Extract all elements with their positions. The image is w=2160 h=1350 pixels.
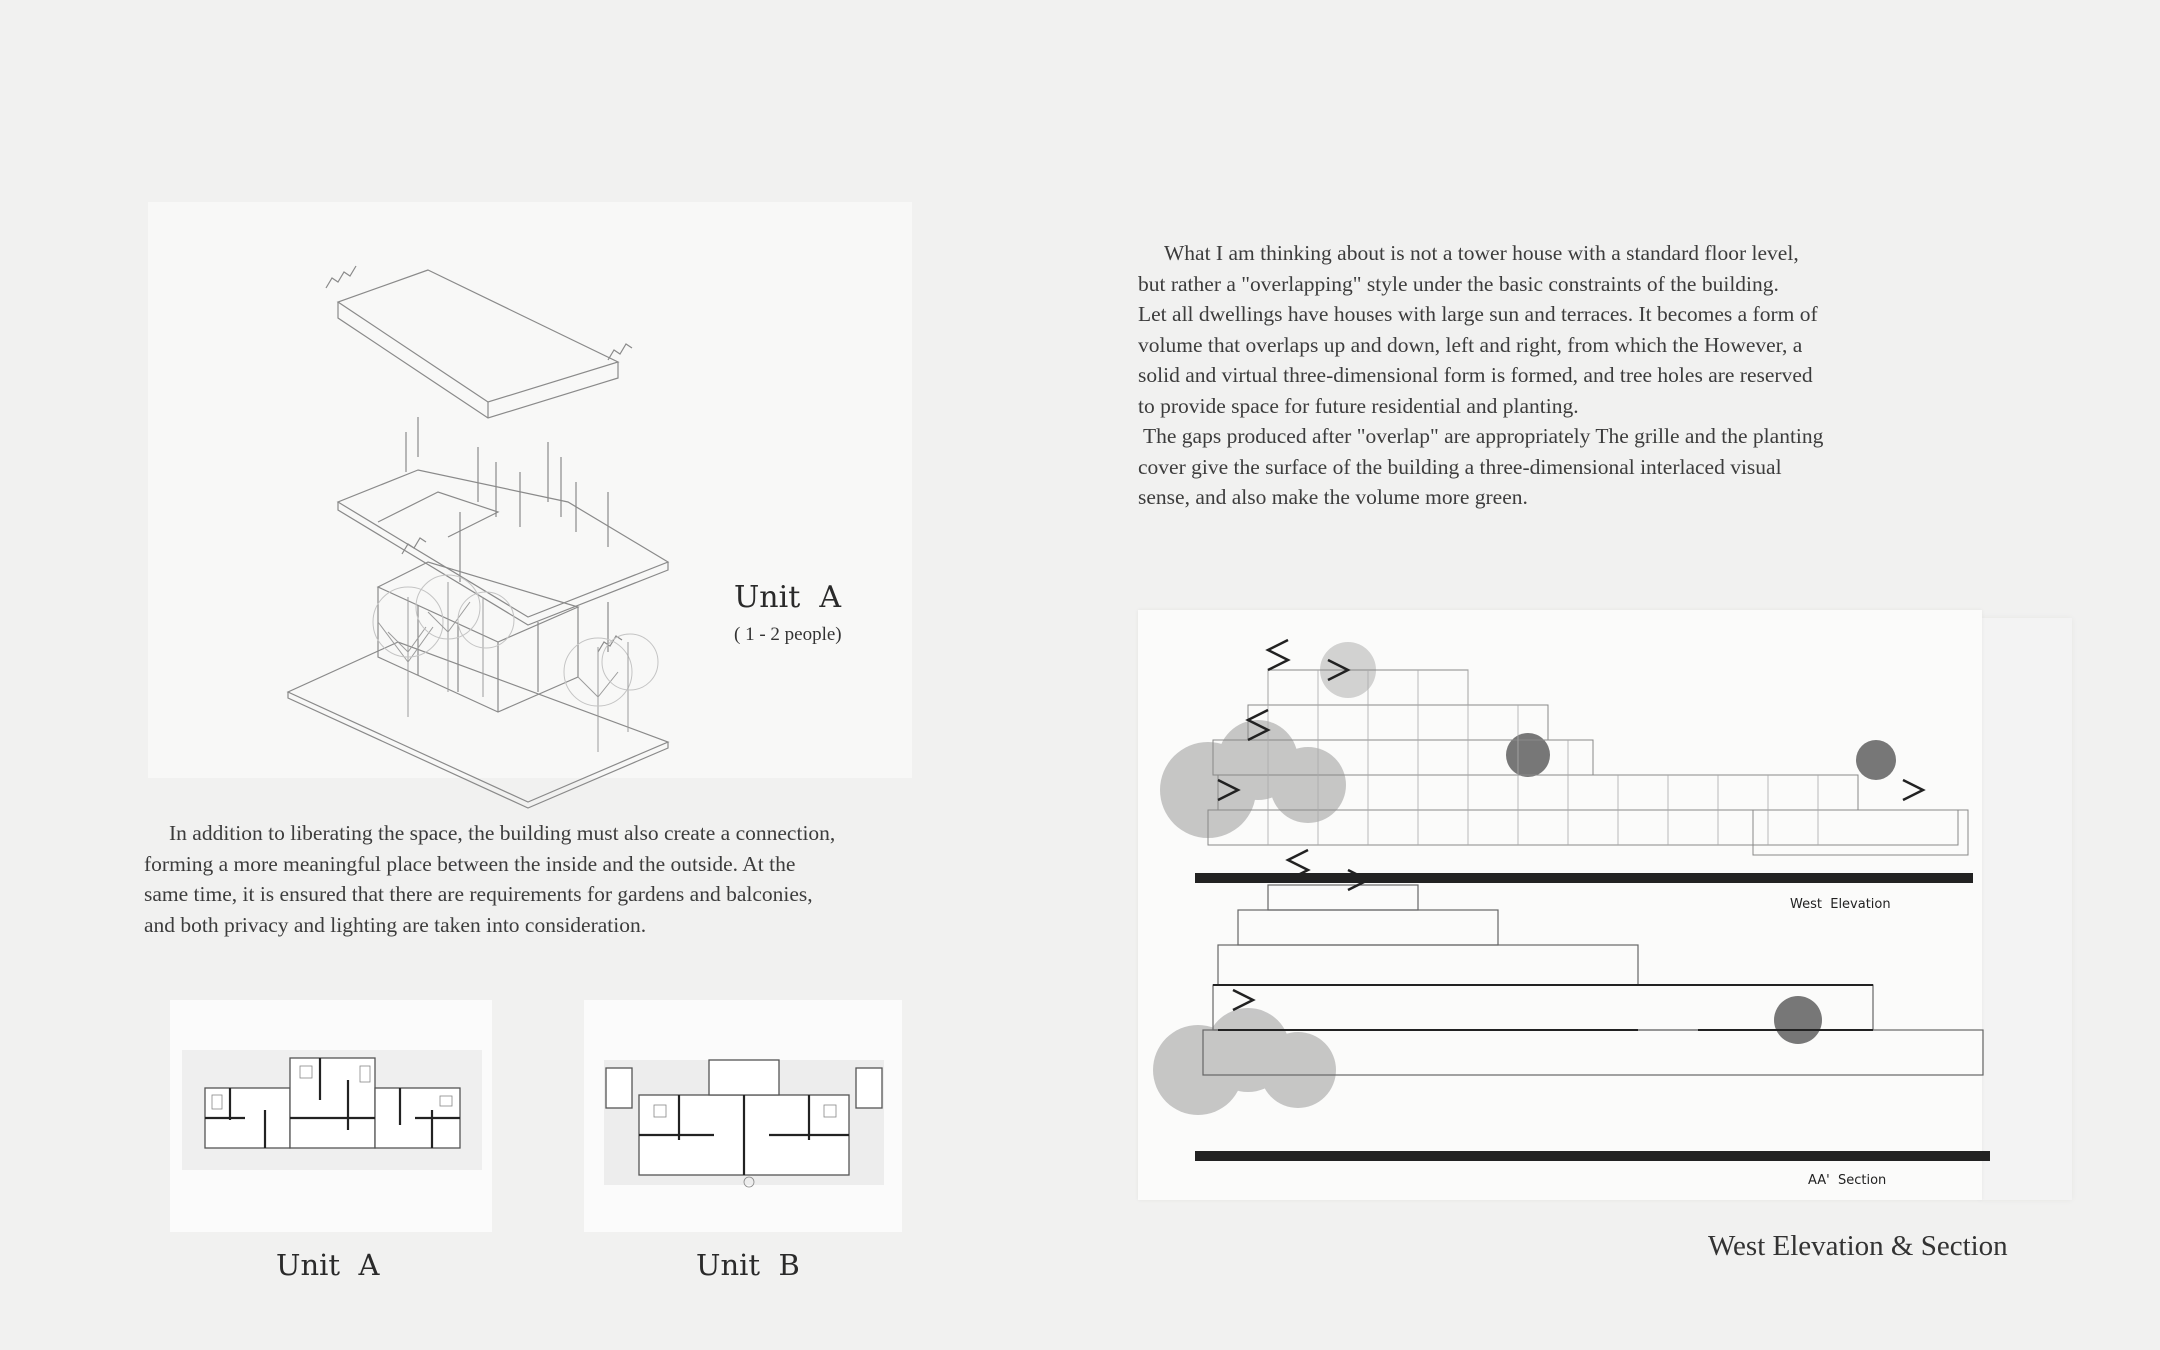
axonometric-title: Unit A: [734, 580, 841, 615]
unit-a-plan: [170, 1000, 492, 1232]
axonometric-panel: [148, 202, 912, 778]
west-elevation-label: West Elevation: [1790, 897, 1891, 912]
connection-line: In addition to liberating the space, the building must also create a connection,: [169, 821, 836, 845]
intro-line: cover give the surface of the building a three-dimensional interlaced visual: [1138, 454, 1782, 479]
intro-line: What I am thinking about is not a tower house with a standard floor level,: [1164, 241, 1799, 265]
intro-line: solid and virtual three-dimensional form is formed, and tree holes are reserved: [1138, 363, 1813, 387]
section-label: AA' Section: [1808, 1173, 1887, 1188]
unit-a-plan-label: Unit A: [276, 1248, 380, 1282]
west-elevation-drawing: [1138, 610, 2072, 1200]
unit-b-plan-label: Unit B: [696, 1248, 800, 1282]
intro-line: The gaps produced after "overlap" are appropriately The grille and the planting: [1138, 424, 1824, 448]
connection-line: same time, it is ensured that there are requirements for gardens and balconies,: [144, 882, 813, 906]
unit-a-exploded-axonometric: [148, 202, 912, 778]
intro-line: Let all dwellings have houses with large sun and terraces. It becomes a form of: [1138, 302, 1818, 326]
unit-a-plan-drawing: [170, 1000, 492, 1232]
elevation-sheet: [1138, 610, 1982, 1200]
intro-line: sense, and also make the volume more green.: [1138, 485, 1528, 509]
drawings-caption: West Elevation & Section: [1708, 1230, 2008, 1262]
axonometric-subtitle: ( 1 - 2 people): [734, 624, 842, 645]
intro-paragraph: [1138, 238, 1823, 513]
intro-line: volume that overlaps up and down, left and right, from which the However, a: [1138, 332, 1803, 357]
connection-line: forming a more meaningful place between the inside and the outside. At the: [144, 851, 796, 876]
connection-paragraph: [144, 818, 835, 940]
intro-line: to provide space for future residential and planting.: [1138, 393, 1579, 418]
unit-b-plan: [584, 1000, 902, 1232]
connection-line: and both privacy and lighting are taken into consideration.: [144, 912, 647, 937]
unit-b-plan-drawing: [584, 1000, 902, 1232]
intro-line: but rather a "overlapping" style under the basic constraints of the building.: [1138, 271, 1779, 296]
